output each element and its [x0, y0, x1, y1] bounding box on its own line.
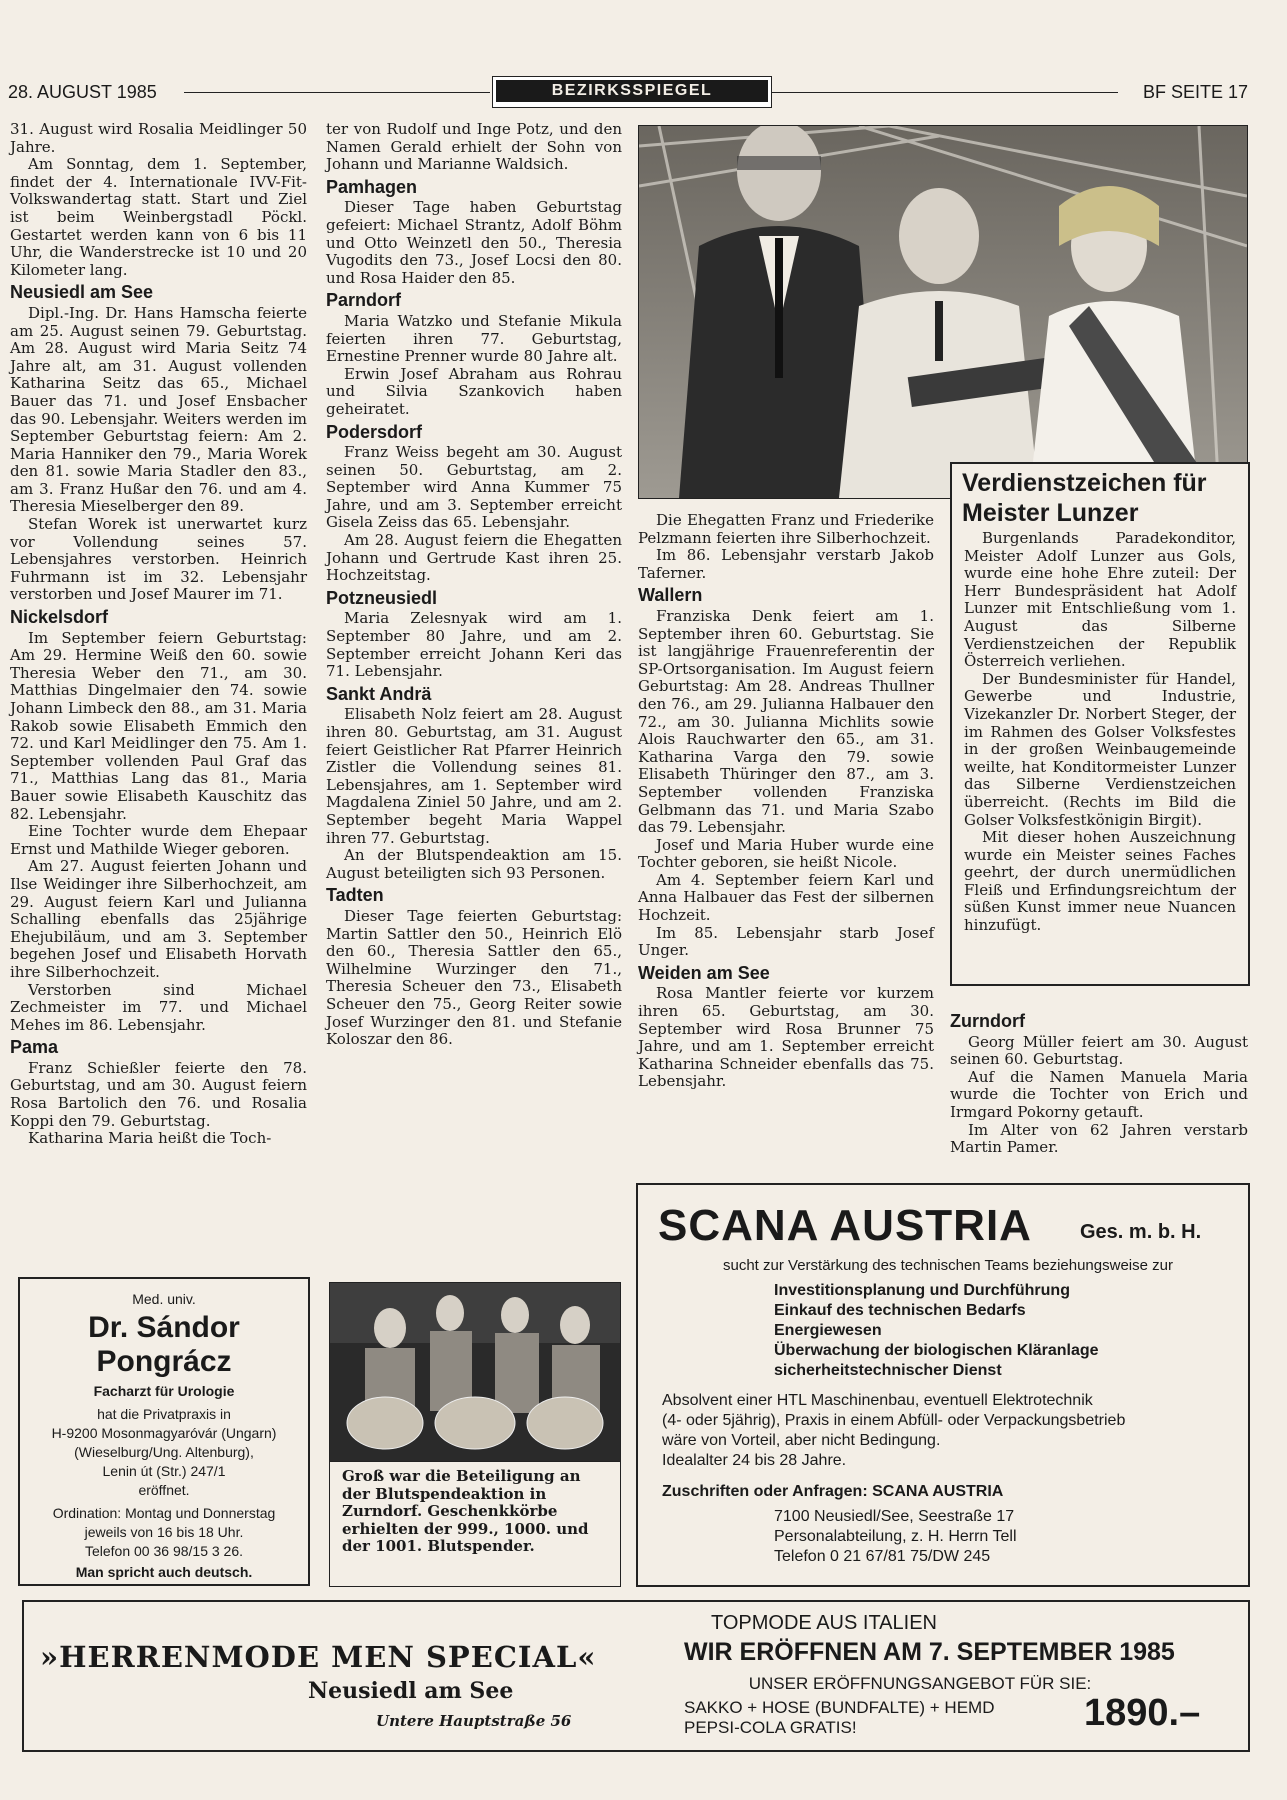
- paragraph: Dieser Tage feierten Geburtstag: Martin Sattler den 50., Heinrich Elö den 60., Theresia Sattler den 65., Wilhelmine Wurzinger den 71., Theresia Scheuer den 73., Elisabeth Scheuer den 75., Georg Reiter sowie Josef Wurzinger den 81. und Stefanie Koloszar den 86.: [326, 906, 622, 1049]
- paragraph: Am 4. September feiern Karl und Anna Halbauer das Fest der silbernen Hochzeit.: [638, 870, 934, 925]
- ad-line: H-9200 Mosonmagyaróvár (Ungarn): [51, 1425, 277, 1441]
- requirement-line: Idealalter 24 bis 28 Jahre.: [662, 1452, 847, 1469]
- offer-item: PEPSI-COLA GRATIS!: [684, 1718, 857, 1737]
- doctor-surname: Pongrácz: [96, 1345, 232, 1378]
- job-item: sicherheitstechnischer Dienst: [774, 1362, 1002, 1379]
- paragraph: Am 28. August feiern die Ehegatten Johann und Gertrude Kast ihren 25. Hochzeitstag.: [326, 531, 622, 585]
- offer-heading: UNSER ERÖFFNUNGSANGEBOT FÜR SIE:: [748, 1674, 1092, 1693]
- article-title: Verdienstzeichen für Meister Lunzer: [962, 469, 1207, 527]
- paragraph: Franz Weiss begeht am 30. August seinen 50. Geburtstag, am 2. September wird Anna Kummer 75 Jahre, und am 3. September erreicht Gisela Zeiss das 65. Lebensjahr.: [326, 443, 622, 532]
- offer-price: 1890.–: [1084, 1692, 1201, 1734]
- paragraph: Josef und Maria Huber wurde eine Tochter geboren, sie heißt Nicole.: [638, 835, 934, 872]
- paragraph: Erwin Josef Abraham aus Rohrau und Silvia Szankovich haben geheiratet.: [326, 364, 622, 418]
- header-section-box: [492, 76, 772, 108]
- article-box-lunzer: [950, 462, 1250, 986]
- paragraph: Im September feiern Geburtstag: Am 29. Hermine Weiß den 60. sowie Theresia Weber den 71., am 30. Matthias Dingelmaier den 74. sowie Johann Limbeck den 88., am 31. Maria Rakob sowie Elisabeth Emmich den 72. und Karl Meidlinger den 75. Am 1. September vollenden Paul Graf das 71., Matthias Lang das 81., Maria Bauer sowie Elisabeth Kauschitz das 82. Lebensjahr.: [10, 628, 307, 823]
- requirement-line: (4- oder 5jährig), Praxis in einem Abfüll- oder Verpackungsbetrieb: [662, 1412, 1126, 1429]
- blood-donation-photo: [329, 1282, 621, 1462]
- paragraph: 31. August wird Rosalia Meidlinger 50 Jahre.: [10, 120, 307, 156]
- job-item: Überwachung der biologischen Kläranlage: [774, 1342, 1099, 1359]
- section-heading: Wallern: [638, 585, 703, 606]
- paragraph: Der Bundesminister für Handel, Gewerbe und Industrie, Vizekanzler Dr. Norbert Steger, der im Rahmen des Golser Volksfestes in der großen Weinbaugemeinde weilte, hat Konditormeister Lunzer das Silberne Verdienstzeichen überreicht. (Rechts im Bild die Golser Volksfestkönigin Birgit).: [964, 669, 1236, 829]
- paragraph: Georg Müller feiert am 30. August seinen 60. Geburtstag.: [950, 1032, 1248, 1069]
- column-3: [638, 512, 934, 1091]
- paragraph: Dieser Tage haben Geburtstag gefeiert: Michael Strantz, Adolf Böhm und Otto Weinzetl den 50., Theresia Vugodits den 73., Josef Locsi den 80. und Rosa Haider den 85.: [326, 198, 622, 287]
- ad-line: Telefon 00 36 98/15 3 26.: [84, 1543, 244, 1559]
- ad-line: eröffnet.: [138, 1482, 190, 1498]
- paragraph: Im 86. Lebensjahr verstarb Jakob Taferner.: [638, 546, 934, 582]
- ceremony-photo-image: [639, 126, 1247, 498]
- opening-date: WIR ERÖFFNEN AM 7. SEPTEMBER 1985: [684, 1638, 1175, 1666]
- ad-line: hat die Privatpraxis in: [97, 1406, 231, 1422]
- caption-text: Groß war die Beteiligung an der Blutspendeaktion in Zurndorf. Geschenkkörbe erhielten der 999., 1000. und der 1001. Blutspender.: [342, 1467, 589, 1556]
- paragraph: Dipl.-Ing. Dr. Hans Hamscha feierte am 25. August seinen 79. Geburtstag. Am 28. August wird Maria Seitz 74 Jahre alt, am 31. August vollenden Katharina Seitz das 65., Michael Bauer das 71. und Josef Ensbacher das 90. Lebensjahr. Weiters werden im September Geburtstag feiern: Am 2. Maria Hanniker den 79., Maria Worek den 81. sowie Maria Stadler den 83., am 3. Franz Hußar den 76. und am 4. Theresia Mieselberger den 89.: [10, 303, 307, 516]
- requirement-line: Absolvent einer HTL Maschinenbau, eventuell Elektrotechnik: [662, 1392, 1093, 1409]
- section-heading: Podersdorf: [326, 421, 423, 442]
- paragraph: Stefan Worek ist unerwartet kurz vor Vollendung seines 57. Lebensjahres verstorben. Heinrich Fuhrmann ist im 32. Lebensjahr verstorben und Josef Maurer im 71.: [10, 515, 307, 604]
- ad-line: Lenin út (Str.) 247/1: [102, 1463, 226, 1479]
- contact-heading: Zuschriften oder Anfragen: SCANA AUSTRIA: [662, 1483, 1004, 1500]
- requirement-line: wäre von Vorteil, aber nicht Bedingung.: [662, 1432, 941, 1449]
- paragraph: Elisabeth Nolz feiert am 28. August ihren 80. Geburtstag, am 31. August feiert Geistlicher Rat Pfarrer Heinrich Zistler die Vollendung seines 81. Lebensjahres, am 1. September wird Magdalena Ziniel 50 Jahre, und am 2. September begeht Maria Wappel ihren 77. Geburtstag.: [326, 705, 622, 847]
- header-page: BF SEITE 17: [1142, 82, 1248, 102]
- section-heading: Zurndorf: [950, 1011, 1025, 1031]
- section-heading: Parndorf: [326, 290, 402, 311]
- offer-item: SAKKO + HOSE (BUNDFALTE) + HEMD: [684, 1698, 995, 1717]
- job-item: Investitionsplanung und Durchführung: [774, 1282, 1070, 1299]
- paragraph: Verstorben sind Michael Zechmeister im 77. und Michael Mehes im 86. Lebensjahr.: [10, 980, 307, 1034]
- header-section: BEZIRKSSPIEGEL: [496, 80, 768, 102]
- store-address: Untere Hauptstraße 56: [376, 1712, 572, 1730]
- scana-advertisement: [636, 1183, 1250, 1587]
- doctor-specialty: Facharzt für Urologie: [93, 1383, 235, 1399]
- company-suffix: Ges. m. b. H.: [1080, 1221, 1202, 1243]
- ad-tagline: TOPMODE AUS ITALIEN: [711, 1612, 937, 1634]
- section-heading: Weiden am See: [638, 962, 770, 983]
- header-date: 28. AUGUST 1985: [8, 82, 157, 102]
- paragraph: Maria Zelesnyak wird am 1. September 80 Jahre, und am 2. September erreicht Johann Keri das 71. Lebensjahr.: [326, 609, 622, 681]
- paragraph: Mit dieser hohen Auszeichnung wurde ein Meister seines Faches geehrt, der durch unermüdlichen Fleiß und Erfindungsreichtum der süßen Kunst immer neue Nuancen hinzufügt.: [964, 828, 1236, 935]
- header-rule-left: [184, 92, 490, 93]
- column-2: [326, 121, 622, 1049]
- job-item: Energiewesen: [774, 1322, 882, 1339]
- paragraph: Auf die Namen Manuela Maria wurde die Tochter von Erich und Irmgard Pokorny getauft.: [950, 1067, 1248, 1121]
- paragraph: Rosa Mantler feierte vor kurzem ihren 65. Geburtstag, am 30. September wird Rosa Brunner 75 Jahre, und am 1. September erreicht Katharina Schneider ebenfalls das 75. Lebensjahr.: [638, 984, 934, 1091]
- section-heading: Potzneusiedl: [326, 587, 438, 608]
- job-item: Einkauf des technischen Bedarfs: [774, 1302, 1026, 1319]
- fashion-advertisement: [22, 1600, 1250, 1752]
- store-city: Neusiedl am See: [308, 1678, 514, 1704]
- doctor-name: Dr. Sándor: [88, 1311, 240, 1344]
- header-rule-right: [772, 92, 1118, 93]
- paragraph: Maria Watzko und Stefanie Mikula feierten ihren 77. Geburtstag, Ernestine Prenner wurde 80 Jahre alt.: [326, 311, 622, 366]
- paragraph: Katharina Maria heißt die Toch-: [28, 1129, 272, 1148]
- paragraph: Die Ehegatten Franz und Friederike Pelzmann feierten ihre Silberhochzeit.: [638, 511, 934, 547]
- photo-caption: [329, 1462, 621, 1587]
- page-header: [8, 76, 1248, 110]
- address-line: 7100 Neusiedl/See, Seestraße 17: [774, 1508, 1015, 1525]
- section-heading: Pamhagen: [326, 176, 418, 197]
- ad-line: Ordination: Montag und Donnerstag: [52, 1505, 276, 1521]
- paragraph: Franziska Denk feiert am 1. September ihren 60. Geburtstag. Sie ist langjährige Frauenreferentin der SP-Ortsorganisation. Im August feiern Geburtstag: Am 28. Andreas Thullner den 76., am 29. Julianna Halbauer den 72., am 30. Julianna Michlits sowie Alois Rauchwarter den 65., am 31. Katharina Varga den 79. sowie Elisabeth Thüringer den 87., am 3. September vollenden Franziska Gelbmann das 71. und Maria Szabo das 79. Lebensjahr.: [638, 606, 934, 837]
- paragraph: Am Sonntag, dem 1. September, findet der 4. Internationale IVV-Fit-Volkswandertag statt. Start und Ziel ist beim Weinbergstadl Pöckl. Gestartet werden kann von 6 bis 11 Uhr, die Wanderstrecke ist 10 und 20 Kilometer lang.: [10, 155, 307, 279]
- paragraph: Burgenlands Paradekonditor, Meister Adolf Lunzer aus Gols, wurde eine hohe Ehre zuteil: Der Herr Bundespräsident hat Adolf Lunzer mit Entschließung vom 1. August das Silberne Verdienstzeichen der Republik Österreich verliehen.: [964, 529, 1236, 671]
- section-heading: Nickelsdorf: [10, 607, 109, 628]
- section-heading: Pama: [10, 1037, 59, 1058]
- paragraph: Eine Tochter wurde dem Ehepaar Ernst und Mathilde Wieger geboren.: [10, 822, 307, 858]
- ad-line: Man spricht auch deutsch.: [75, 1564, 253, 1580]
- blood-donation-photo-image: [330, 1283, 620, 1461]
- ceremony-photo: [638, 125, 1248, 499]
- company-name: SCANA AUSTRIA: [658, 1201, 1032, 1250]
- ad-intro: sucht zur Verstärkung des technischen Teams beziehungsweise zur: [723, 1257, 1173, 1274]
- column-1: [10, 121, 307, 1148]
- section-heading: Tadten: [326, 885, 384, 906]
- doctor-advertisement: [18, 1277, 310, 1586]
- address-line: Telefon 0 21 67/81 75/DW 245: [774, 1548, 991, 1565]
- store-name: »HERRENMODE MEN SPECIAL«: [40, 1640, 597, 1674]
- paragraph: ter von Rudolf und Inge Potz, und den Namen Gerald erhielt der Sohn von Johann und Marianne Waldsich.: [326, 120, 622, 174]
- column-4: [950, 1008, 1248, 1157]
- section-heading: Sankt Andrä: [326, 683, 432, 704]
- ad-line: Med. univ.: [132, 1291, 196, 1307]
- ad-line: (Wieselburg/Ung. Altenburg),: [74, 1444, 254, 1460]
- paragraph: Franz Schießler feierte den 78. Geburtstag, und am 30. August feiern Rosa Bartolich den 76. und Rosalia Koppi den 79. Geburtstag.: [10, 1058, 307, 1130]
- section-heading: Neusiedl am See: [10, 282, 154, 303]
- address-line: Personalabteilung, z. H. Herrn Tell: [774, 1528, 1017, 1545]
- paragraph: Am 27. August feierten Johann und Ilse Weidinger ihre Silberhochzeit, am 29. August feiern Karl und Julianna Schalling ebenfalls das 25jährige Ehejubiläum, und am 3. September begehen Josef und Elisabeth Horvath ihre Silberhochzeit.: [10, 857, 307, 981]
- paragraph: An der Blutspendeaktion am 15. August beteiligten sich 93 Personen.: [326, 846, 622, 882]
- paragraph: Im Alter von 62 Jahren verstarb Martin Pamer.: [950, 1120, 1248, 1157]
- ad-line: jeweils von 16 bis 18 Uhr.: [84, 1524, 244, 1540]
- paragraph: Im 85. Lebensjahr starb Josef Unger.: [638, 923, 934, 960]
